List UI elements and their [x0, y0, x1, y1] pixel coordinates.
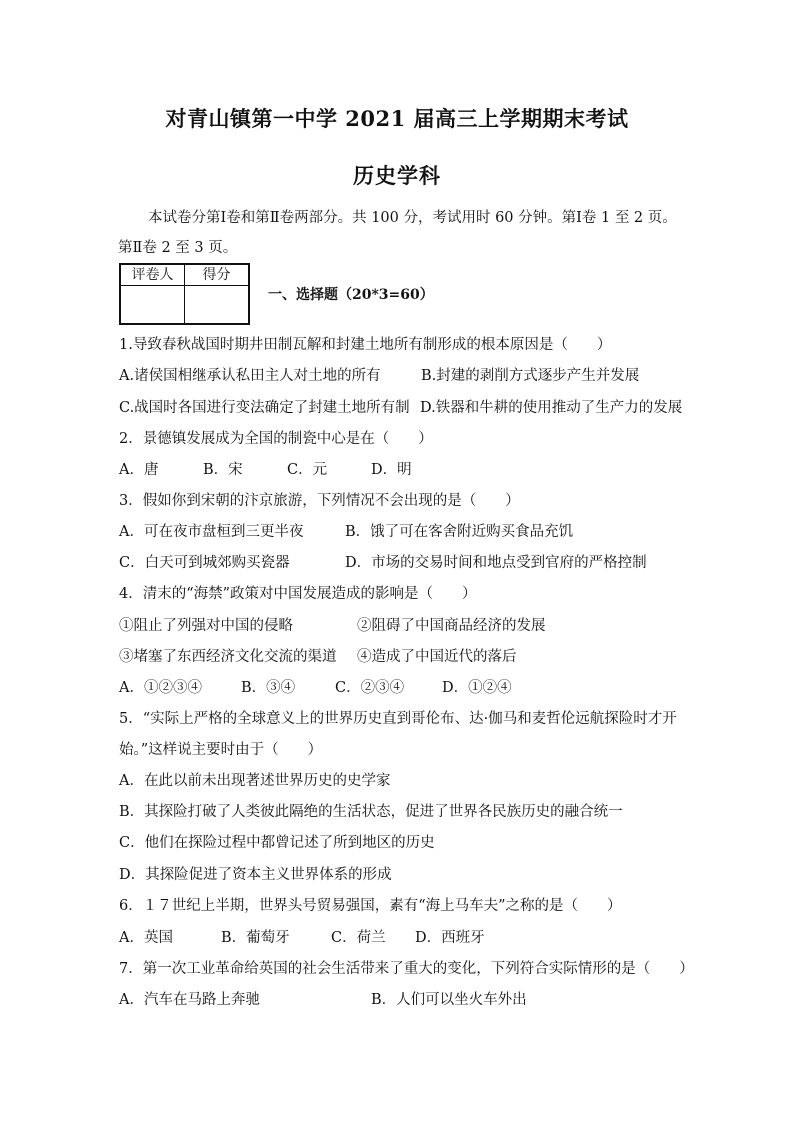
- question-5-option-a: A．在此以前未出现著述世界历史的史学家: [119, 773, 391, 789]
- question-4-option-b: B．③④: [241, 680, 296, 696]
- question-4-option-d: D．①②④: [442, 680, 512, 696]
- question-6-option-b: B．葡萄牙: [221, 930, 290, 946]
- question-1-option-c: C.战国时各国进行变法确定了封建土地所有制: [119, 400, 410, 416]
- question-6-option-d: D．西班牙: [415, 930, 485, 946]
- question-4-statement-4: ④造成了中国近代的落后: [357, 649, 517, 665]
- question-5-option-b: B．其探险打破了人类彼此隔绝的生活状态，促进了世界各民族历史的融合统一: [119, 804, 623, 820]
- question-3-option-c: C．白天可到城郊购买瓷器: [119, 555, 290, 571]
- question-4-statement-2: ②阻碍了中国商品经济的发展: [357, 618, 546, 634]
- question-2-option-c: C．元: [287, 462, 328, 478]
- question-1-option-d: D.铁器和牛耕的使用推动了生产力的发展: [420, 400, 683, 416]
- question-6-option-c: C．荷兰: [331, 930, 386, 946]
- question-7-option-b: B．人们可以坐火车外出: [371, 992, 527, 1008]
- question-2-option-d: D．明: [371, 462, 412, 478]
- grader-header: 评卷人: [120, 264, 185, 286]
- question-3-option-b: B．饿了可在客舍附近购买食品充饥: [345, 524, 574, 540]
- question-7-option-a: A．汽车在马路上奔驰: [119, 992, 260, 1008]
- question-1-option-a: A.诸侯国相继承认私田主人对土地的所有: [119, 368, 381, 384]
- score-header: 得分: [185, 264, 250, 286]
- question-6-option-a: A．英国: [119, 930, 173, 946]
- question-5-stem-line-1: 5．“实际上严格的全球意义上的世界历史直到哥伦布、达·伽马和麦哲伦远航探险时才开: [119, 711, 677, 727]
- question-1-option-b: B.封建的剥削方式逐步产生并发展: [421, 368, 640, 384]
- section-heading: 一、选择题（20*3=60）: [268, 287, 434, 303]
- score-cell: [185, 286, 250, 325]
- grader-cell: [120, 286, 185, 325]
- question-5-option-c: C．他们在探险过程中都曾记述了所到地区的历史: [119, 835, 435, 851]
- question-6-stem: 6．１７世纪上半期，世界头号贸易强国，素有“海上马车夫”之称的是（ ）: [119, 898, 622, 914]
- question-4-statement-1: ①阻止了列强对中国的侵略: [119, 618, 293, 634]
- question-5-stem-line-2: 始。”这样说主要时由于（ ）: [119, 742, 323, 758]
- question-3-option-d: D．市场的交易时间和地点受到官府的严格控制: [345, 555, 647, 571]
- exam-title: 对青山镇第一中学 2021 届高三上学期期末考试: [165, 106, 629, 131]
- question-2-stem: 2．景德镇发展成为全国的制瓷中心是在（ ）: [119, 431, 433, 447]
- question-3-option-a: A．可在夜市盘桓到三更半夜: [119, 524, 304, 540]
- question-4-statement-3: ③堵塞了东西经济文化交流的渠道: [119, 649, 337, 665]
- grader-table: [119, 263, 250, 325]
- subject-title: 历史学科: [353, 163, 441, 188]
- question-1-stem: 1.导致春秋战国时期井田制瓦解和封建土地所有制形成的根本原因是（ ）: [119, 337, 612, 353]
- question-4-stem: 4．清末的“海禁”政策对中国发展造成的影响是（ ）: [119, 586, 477, 602]
- question-2-option-a: A．唐: [119, 462, 159, 478]
- exam-intro: 本试卷分第Ⅰ卷和第Ⅱ卷两部分。共 100 分，考试用时 60 分钟。第Ⅰ卷 1 至 2 页。第Ⅱ卷 2 至 3 页。: [118, 210, 677, 256]
- question-2-option-b: B．宋: [203, 462, 243, 478]
- question-5-option-d: D．其探险促进了资本主义世界体系的形成: [119, 867, 392, 883]
- question-4-option-c: C．②③④: [335, 680, 405, 696]
- question-7-stem: 7．第一次工业革命给英国的社会生活带来了重大的变化，下列符合实际情形的是（ ）: [119, 961, 694, 977]
- question-4-option-a: A．①②③④: [119, 680, 202, 696]
- question-3-stem: 3．假如你到宋朝的汴京旅游，下列情况不会出现的是（ ）: [119, 493, 520, 509]
